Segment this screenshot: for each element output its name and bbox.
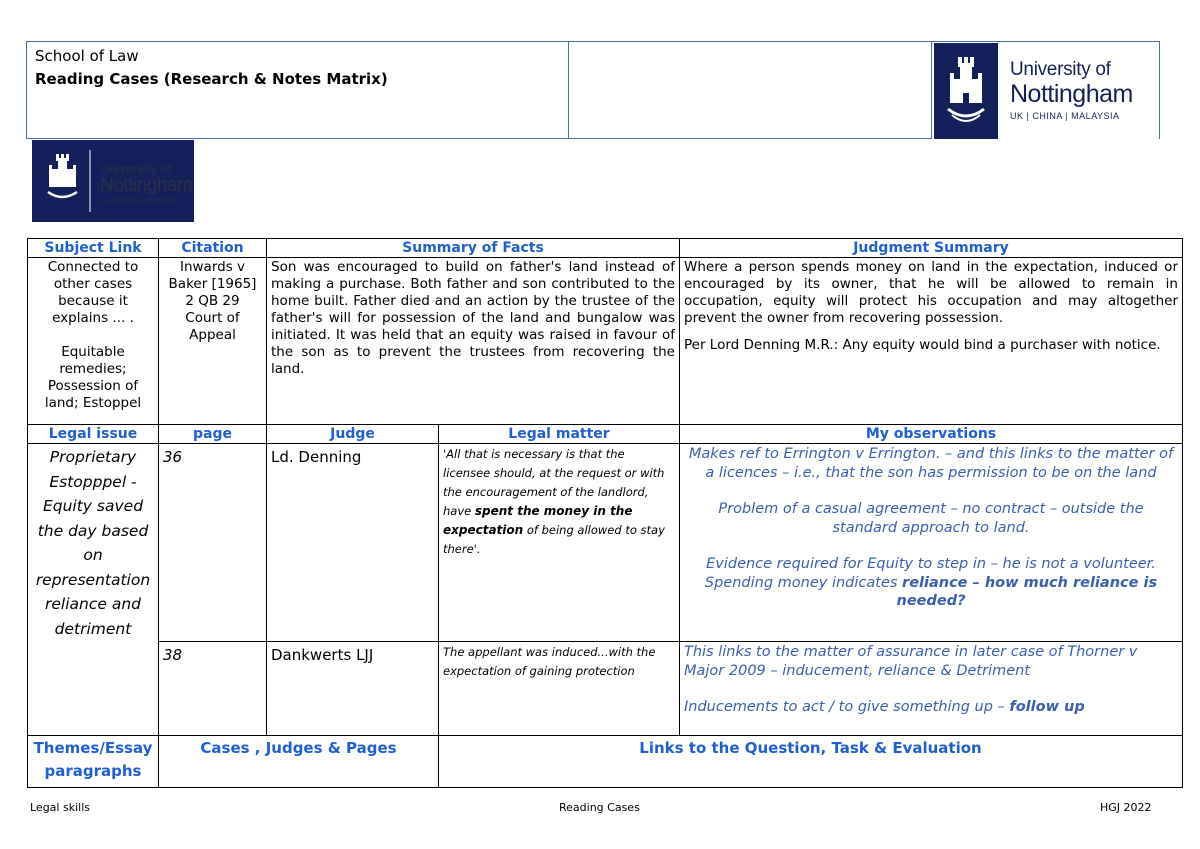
citation-text: Inwards v Baker [1965] 2 QB 29 bbox=[168, 259, 257, 309]
footer-left: Legal skills bbox=[30, 801, 90, 814]
court-text: Court of Appeal bbox=[185, 310, 240, 343]
observation-2: Inducements to act / to give something up – follow up bbox=[684, 699, 1085, 715]
observation-4: Spending money indicates reliance – how much reliance is needed? bbox=[704, 574, 1158, 609]
school-name: School of Law bbox=[35, 47, 139, 65]
observation-1: This links to the matter of assurance in later case of Thorner v Major 2009 – inducement, reliance & Detriment bbox=[684, 644, 1138, 679]
small-logo-wordmark bbox=[100, 162, 192, 208]
small-logo-line-2: Nottingham bbox=[100, 175, 193, 196]
observation-4-emphasis: reliance – how much reliance is needed? bbox=[896, 574, 1158, 609]
citation-cell bbox=[159, 258, 267, 425]
logo-line-2: Nottingham bbox=[1010, 80, 1133, 108]
subject-link-cell bbox=[28, 258, 159, 425]
footer-center: Reading Cases bbox=[559, 801, 640, 814]
table-footer-row bbox=[28, 736, 1183, 788]
logo-line-3: UK | CHINA | MALAYSIA bbox=[1010, 111, 1120, 121]
observation-3: Evidence required for Equity to step in – he is not a volunteer. bbox=[706, 556, 1156, 572]
research-notes-matrix bbox=[27, 238, 1183, 788]
legal-matter-text-end: of being allowed to stay there'. bbox=[443, 523, 665, 556]
page-cell: 36 bbox=[159, 444, 267, 642]
university-logo-wordmark bbox=[1010, 60, 1133, 124]
legal-matter-cell bbox=[439, 444, 680, 642]
observations-cell bbox=[680, 642, 1183, 736]
legal-matter-cell: The appellant was induced...with the expectation of gaining protection bbox=[439, 642, 680, 736]
logo-line-1: University of bbox=[1010, 59, 1111, 80]
table-row bbox=[28, 444, 1183, 642]
document-title: Reading Cases (Research & Notes Matrix) bbox=[35, 70, 388, 88]
cases-judges-pages-cell: Cases , Judges & Pages bbox=[159, 736, 439, 788]
header-middle-box bbox=[569, 41, 932, 139]
small-logo-line-1: University of bbox=[100, 161, 172, 176]
col-judge: Judge bbox=[267, 425, 439, 444]
observation-2-emphasis: follow up bbox=[1009, 699, 1085, 715]
footer-right: HGJ 2022 bbox=[1100, 801, 1152, 814]
header-title-box bbox=[26, 41, 569, 139]
col-observations: My observations bbox=[680, 425, 1183, 444]
col-legal-issue: Legal issue bbox=[28, 425, 159, 444]
judgment-text: Where a person spends money on land in the expectation, induced or encouraged by its owner, that he will be allowed to remain in occupation, equity will protect his occupation and may altogether prevent the owner from recovering possession. bbox=[684, 259, 1178, 326]
summary-facts-cell: Son was encouraged to build on father's land instead of making a purchase. Both father and son contributed to the home built. Father died and an action by the trustee of the father's will for possession of the land and bungalow was initiated. It was held that an equity was raised in favour of the son as to prevent the trustees from recovering the land. bbox=[267, 258, 680, 425]
small-university-logo bbox=[32, 140, 194, 222]
judgment-summary-cell bbox=[680, 258, 1183, 425]
judge-cell: Ld. Denning bbox=[267, 444, 439, 642]
legal-issue-cell: Proprietary Estopppel - Equity saved the day based on representation reliance and detriment bbox=[28, 444, 159, 736]
col-citation: Citation bbox=[159, 239, 267, 258]
judge-cell: Dankwerts LJJ bbox=[267, 642, 439, 736]
table-header-row bbox=[28, 239, 1183, 258]
subject-link-topics: Equitable remedies; Possession of land; Estoppel bbox=[44, 344, 142, 411]
subject-link-text: Connected to other cases because it explains ... . bbox=[47, 259, 139, 326]
university-logo-crest bbox=[934, 43, 998, 139]
small-logo-line-3: UK | CHINA | MALAYSIA bbox=[100, 198, 178, 205]
col-summary-facts: Summary of Facts bbox=[267, 239, 680, 258]
table-header-row-2 bbox=[28, 425, 1183, 444]
judgment-note: Per Lord Denning M.R.: Any equity would bind a purchaser with notice. bbox=[684, 337, 1161, 353]
castle-crest-icon bbox=[934, 43, 998, 139]
page-cell: 38 bbox=[159, 642, 267, 736]
observation-2: Problem of a casual agreement – no contract – outside the standard approach to land. bbox=[718, 501, 1144, 536]
themes-cell: Themes/Essay paragraphs bbox=[28, 736, 159, 788]
table-row bbox=[28, 642, 1183, 736]
legal-matter-text: 'All that is necessary is that the licensee should, at the request or with the encouragement of the landlord, have bbox=[443, 447, 665, 518]
table-row bbox=[28, 258, 1183, 425]
col-page: page bbox=[159, 425, 267, 444]
observation-1: Makes ref to Errington v Errington. – and this links to the matter of a licences – i.e., that the son has permission to be on the land bbox=[688, 446, 1174, 481]
observations-cell bbox=[680, 444, 1183, 642]
legal-matter-emphasis: spent the money in the expectation bbox=[443, 504, 633, 537]
links-question-cell: Links to the Question, Task & Evaluation bbox=[439, 736, 1183, 788]
col-subject-link: Subject Link bbox=[28, 239, 159, 258]
col-legal-matter: Legal matter bbox=[439, 425, 680, 444]
col-judgment-summary: Judgment Summary bbox=[680, 239, 1183, 258]
